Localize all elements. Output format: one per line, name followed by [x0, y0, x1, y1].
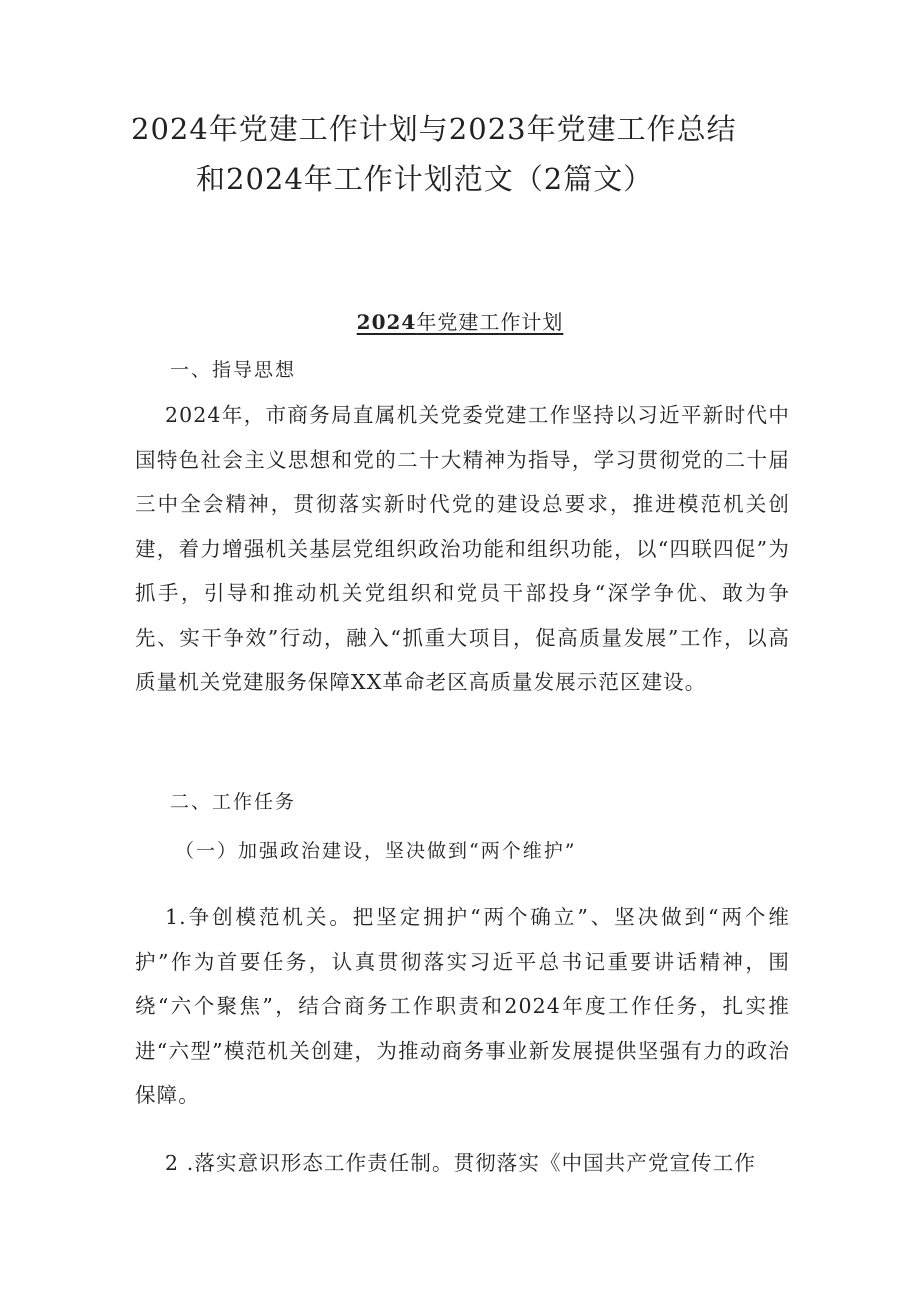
paragraph-model-organ-text: 1.争创模范机关。把坚定拥护“两个确立”、坚决做到“两个维护”作为首要任务，认真贯彻落实习近平总书记重要讲话精神，围绕“六个聚焦”，结合商务工作职责和2024年度工作任务，扎实推进“六型”模范机关创建，为推动商务事业新发展提供坚强有力的政治保障。 — [135, 905, 790, 1107]
heading-guiding-ideology: 一、指导思想 — [170, 359, 297, 381]
section-title — [0, 306, 920, 335]
paragraph-model-organ — [135, 895, 790, 1118]
section-title-text: 年党建工作计划 — [416, 310, 564, 334]
document-title — [0, 104, 920, 204]
section-title-year: 2024 — [356, 310, 417, 334]
subheading-political-construction: （一）加强政治建设，坚决做到“两个维护” — [175, 840, 577, 862]
paragraph-guiding-ideology — [135, 393, 790, 705]
heading-work-tasks: 二、工作任务 — [170, 791, 297, 813]
paragraph-ideology-responsibility — [135, 1141, 790, 1186]
document-title-line-1: 2024年党建工作计划与2023年党建工作总结 — [131, 112, 737, 146]
paragraph-guiding-ideology-text: 2024年，市商务局直属机关党委党建工作坚持以习近平新时代中国特色社会主义思想和党的二十大精神为指导，学习贯彻党的二十届三中全会精神，贯彻落实新时代党的建设总要求，推进模范机关创建，着力增强机关基层党组织政治功能和组织功能，以“四联四促”为抓手，引导和推动机关党组织和党员干部投身“深学争优、敢为争先、实干争效”行动，融入“抓重大项目，促高质量发展”工作，以高质量机关党建服务保障XX革命老区高质量发展示范区建设。 — [135, 403, 790, 694]
paragraph-ideology-responsibility-text: 2 .落实意识形态工作责任制。贯彻落实《中国共产党宣传工作 — [165, 1151, 756, 1175]
document-title-line-2: 和2024年工作计划范文（2篇文） — [196, 162, 654, 196]
